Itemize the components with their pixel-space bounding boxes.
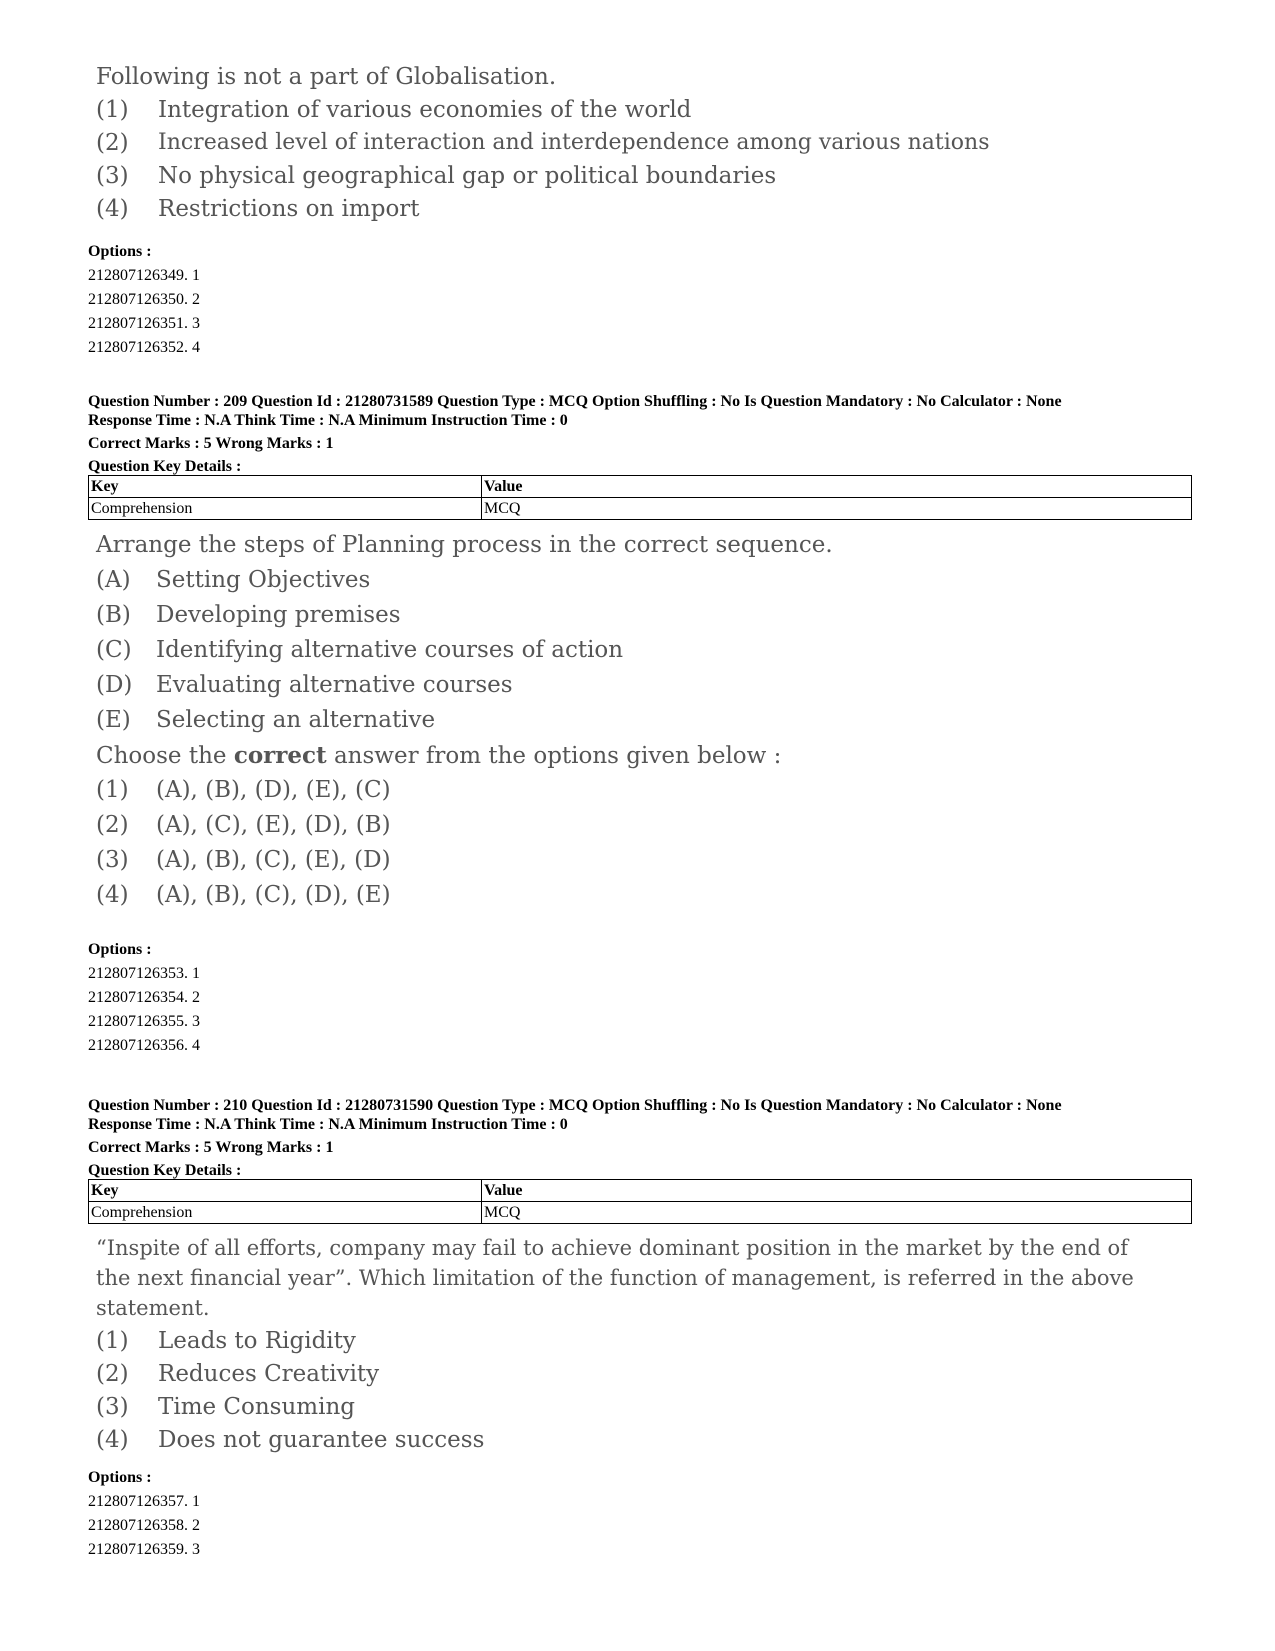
table-header-row bbox=[89, 1180, 1192, 1202]
option-id: 212807126350. 2 bbox=[88, 291, 200, 308]
options-block-209 bbox=[88, 938, 200, 1058]
table-row bbox=[89, 1202, 1192, 1224]
question-210-image: “Inspite of all efforts, company may fail to achieve dominant position in the market by the end of the next financial year”. Which limitation of the function of management, is referred in the above statement. (1) Leads to Rigidity (2) Reduces Creativity (3) Time Consuming (4) Does not guarantee success bbox=[96, 1236, 1134, 1453]
option-id: 212807126356. 4 bbox=[88, 1037, 200, 1054]
option-id: 212807126349. 1 bbox=[88, 267, 200, 284]
key-value-table-209 bbox=[88, 475, 1192, 520]
options-label: Options : bbox=[88, 243, 152, 260]
options-block-208 bbox=[88, 240, 200, 360]
question-meta-209 bbox=[88, 392, 1062, 476]
key-details-label: Question Key Details : bbox=[88, 458, 242, 475]
table-header-key: Key bbox=[89, 476, 482, 498]
option-id: 212807126352. 4 bbox=[88, 339, 200, 356]
option-id: 212807126355. 3 bbox=[88, 1013, 200, 1030]
table-header-value: Value bbox=[482, 476, 1192, 498]
question-meta-line: Question Number : 210 Question Id : 21280731590 Question Type : MCQ Option Shuffling : No Is Question Mandatory : No Calculator : None bbox=[88, 1097, 1062, 1114]
question-209-image: Arrange the steps of Planning process in the correct sequence. (A) Setting Objectives (B) Developing premises (C) Identifying alternative courses of action (D) Evaluating alternative courses (E) Selecting an alternative Choose the correct answer from the options given below : (1) (A), (B), (D), (E), (C) (2) (A), (C), (E), (D), (B) (3) (A), (B), (C), (E), (D) (4) (A), (B), (C), (D), (E) bbox=[96, 532, 833, 908]
marks-line: Correct Marks : 5 Wrong Marks : 1 bbox=[88, 435, 334, 452]
key-details-label: Question Key Details : bbox=[88, 1162, 242, 1179]
table-cell-key: Comprehension bbox=[89, 498, 482, 520]
question-208-image: Following is not a part of Globalisation. (1) Integration of various economies of the world (2) Increased level of interaction and interdependence among various nations (3) No physical geographical gap or political boundaries (4) Restrictions on import bbox=[96, 64, 990, 222]
option-id: 212807126354. 2 bbox=[88, 989, 200, 1006]
choose-instruction: Choose the correct answer from the options given below : bbox=[96, 742, 782, 769]
question-meta-line: Response Time : N.A Think Time : N.A Minimum Instruction Time : 0 bbox=[88, 412, 568, 429]
table-row bbox=[89, 498, 1192, 520]
table-header-value: Value bbox=[482, 1180, 1192, 1202]
question-meta-line: Question Number : 209 Question Id : 21280731589 Question Type : MCQ Option Shuffling : No Is Question Mandatory : No Calculator : None bbox=[88, 393, 1062, 410]
question-meta-line: Response Time : N.A Think Time : N.A Minimum Instruction Time : 0 bbox=[88, 1116, 568, 1133]
options-block-210 bbox=[88, 1466, 200, 1562]
table-header-key: Key bbox=[89, 1180, 482, 1202]
table-cell-key: Comprehension bbox=[89, 1202, 482, 1224]
question-stem-line: “Inspite of all efforts, company may fail to achieve dominant position in the market by the end of bbox=[96, 1236, 1128, 1260]
question-meta-210 bbox=[88, 1096, 1062, 1180]
options-label: Options : bbox=[88, 1469, 152, 1486]
key-value-table-210 bbox=[88, 1179, 1192, 1224]
table-header-row bbox=[89, 476, 1192, 498]
option-id: 212807126351. 3 bbox=[88, 315, 200, 332]
option-id: 212807126358. 2 bbox=[88, 1517, 200, 1534]
question-stem: Following is not a part of Globalisation. bbox=[96, 64, 557, 90]
option-id: 212807126357. 1 bbox=[88, 1493, 200, 1510]
question-stem-line: statement. bbox=[96, 1296, 210, 1320]
table-cell-value: MCQ bbox=[482, 498, 1192, 520]
marks-line: Correct Marks : 5 Wrong Marks : 1 bbox=[88, 1139, 334, 1156]
question-stem-line: the next financial year”. Which limitation of the function of management, is referred in the above bbox=[96, 1266, 1134, 1290]
question-stem: Arrange the steps of Planning process in the correct sequence. bbox=[96, 532, 833, 558]
options-label: Options : bbox=[88, 941, 152, 958]
option-id: 212807126359. 3 bbox=[88, 1541, 200, 1558]
option-id: 212807126353. 1 bbox=[88, 965, 200, 982]
table-cell-value: MCQ bbox=[482, 1202, 1192, 1224]
